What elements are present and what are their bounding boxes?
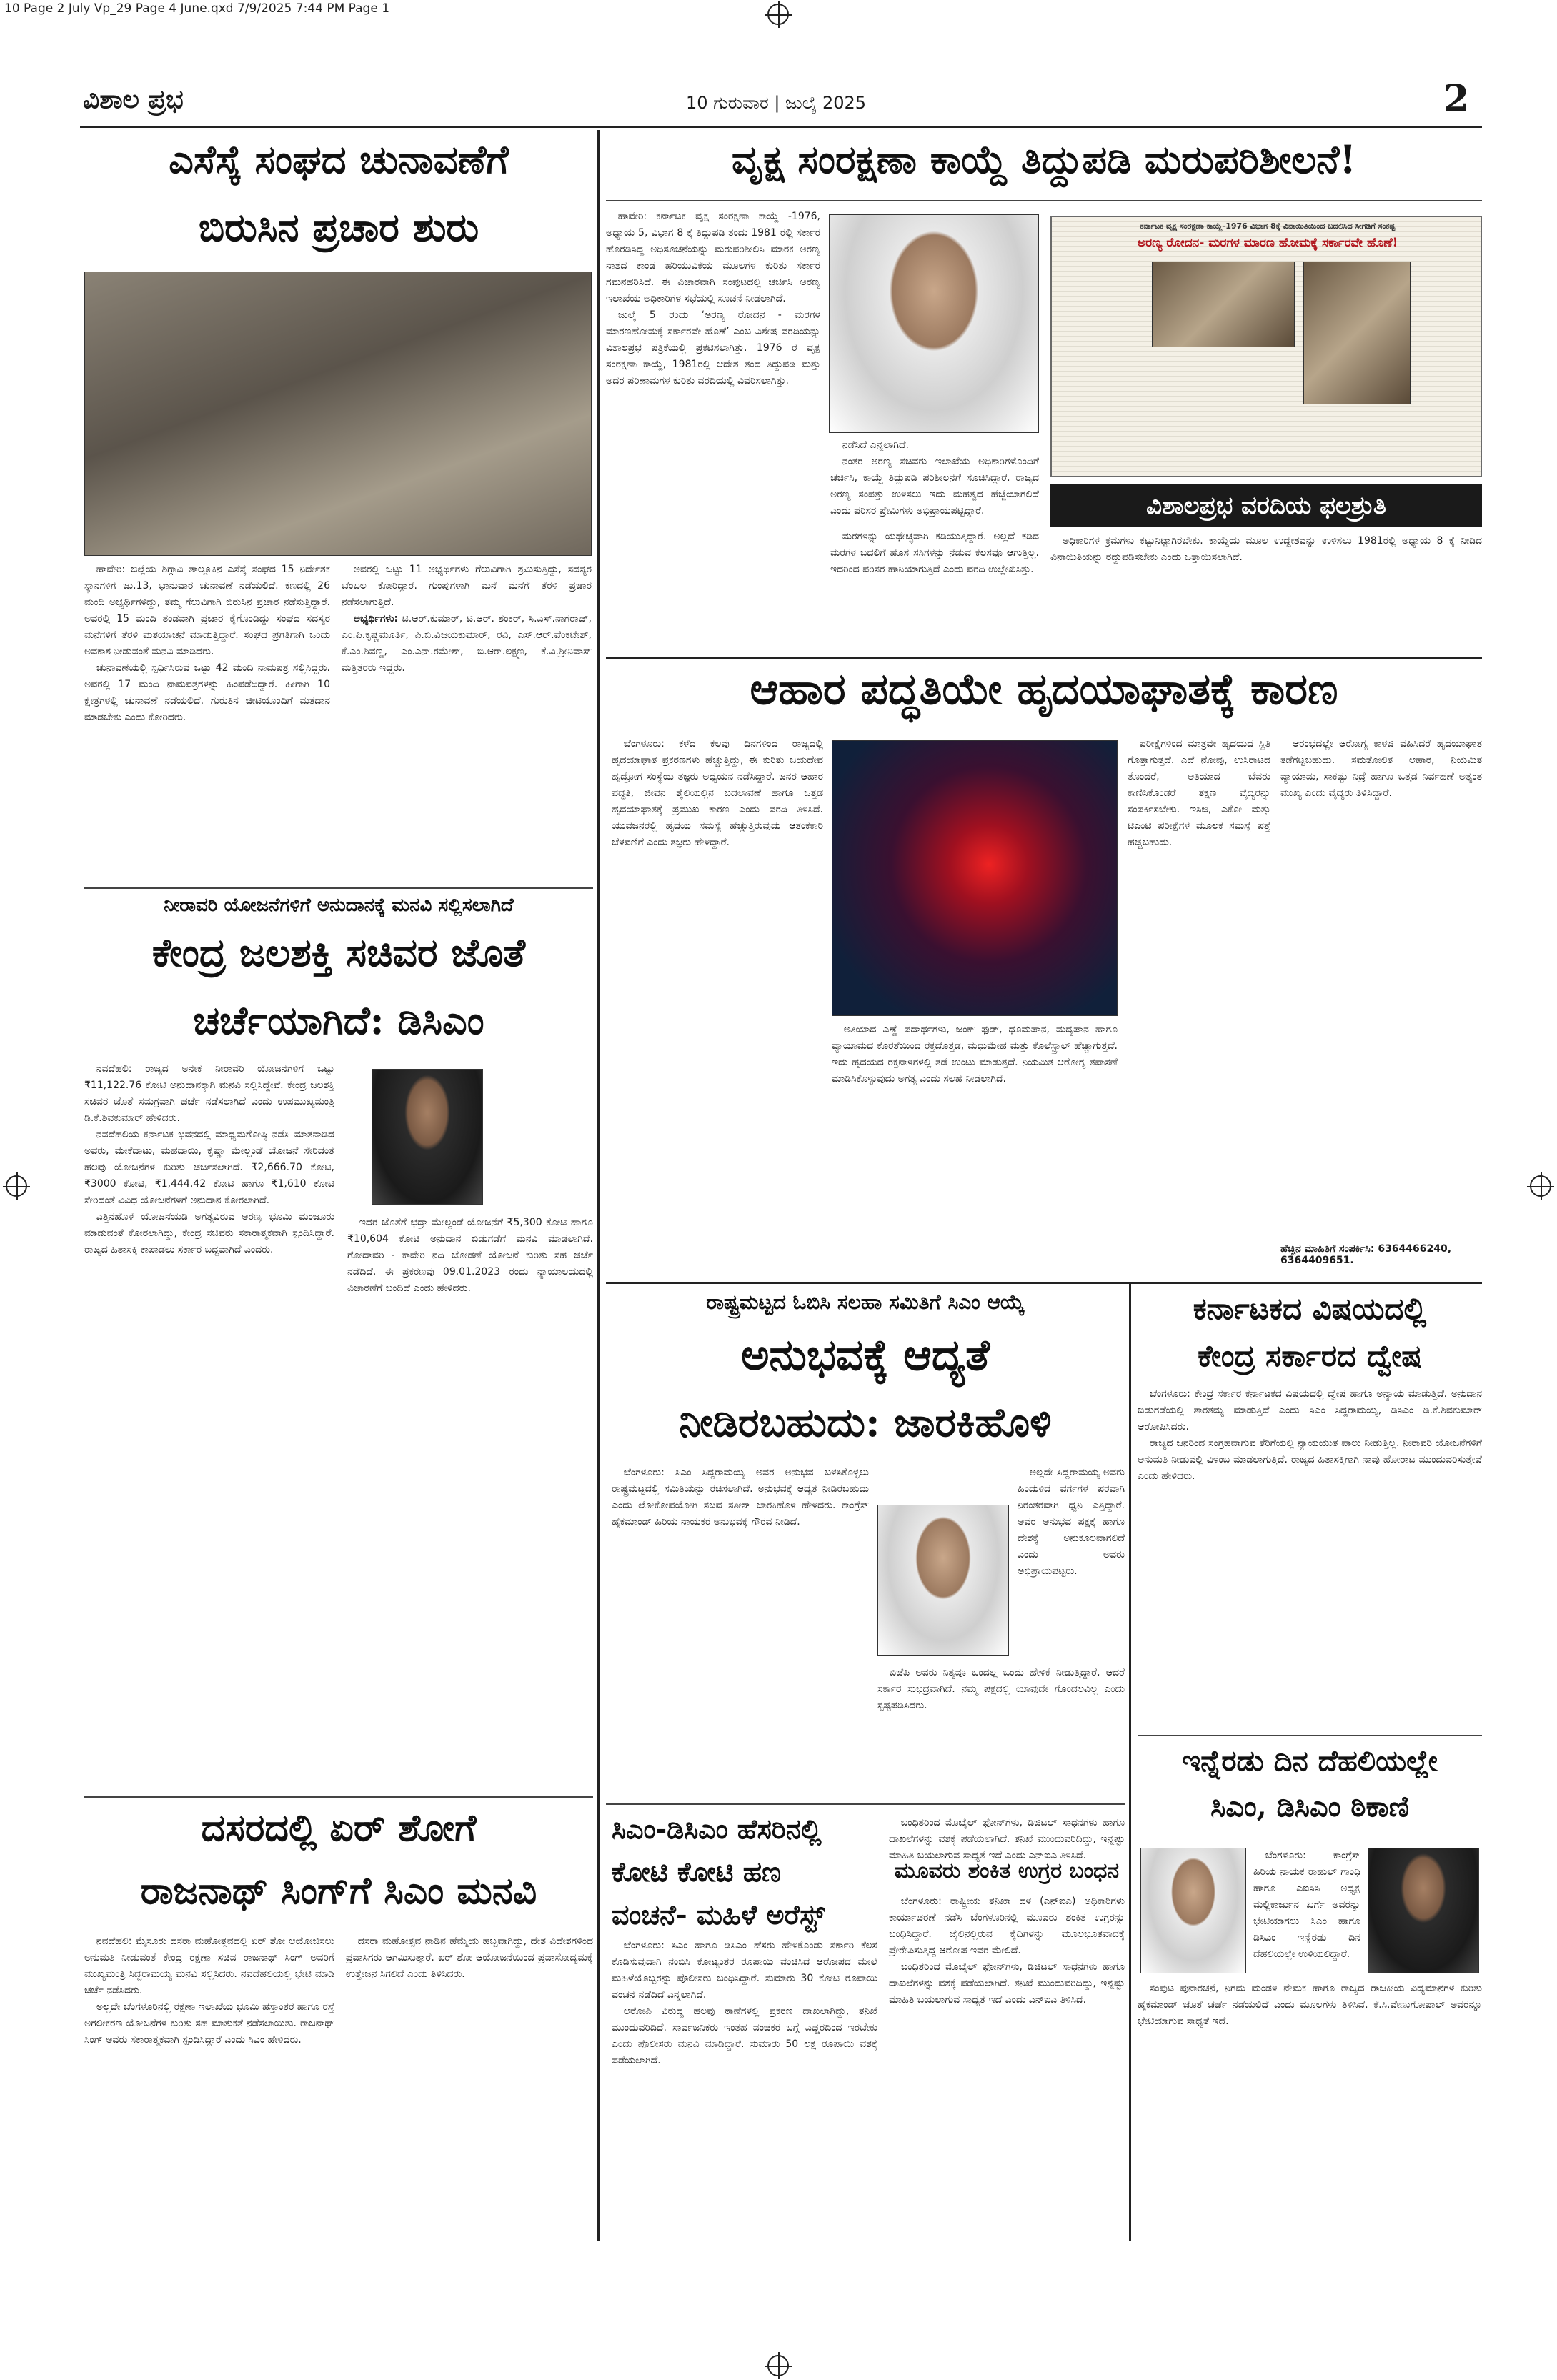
headline-scst-1: ಎಸೆಸ್ಕೆ ಸಂಘದ ಚುನಾವಣೆಗೆ [169, 136, 509, 182]
masthead: ವಿಶಾಲ ಪ್ರಭ [83, 84, 184, 114]
headline-centre-1: ಕರ್ನಾಟಕದ ವಿಷಯದಲ್ಲಿ [1193, 1291, 1427, 1326]
article-body: ಅಲ್ಲದೇ ಸಿದ್ದರಾಮಯ್ಯ ಅವರು ಹಿಂದುಳಿದ ವರ್ಗಗಳ ಪರವಾಗಿ ನಿರಂತರವಾಗಿ ಧ್ವನಿ ಎತ್ತಿದ್ದಾರೆ. ಅವರ ಅನುಭವ ಪಕ್ಷಕ್ಕೆ ಹಾಗೂ ದೇಶಕ್ಕೆ ಅನುಕೂಲವಾಗಲಿದೆ ಎಂದು ಅವರು ಅಭಿಪ್ರಾಯಪಟ್ಟರು. [1018, 1467, 1125, 1577]
headline-dasara-2: ರಾಜನಾಥ್ ಸಿಂಗ್‌ಗೆ ಸಿಎಂ ಮನವಿ [140, 1869, 537, 1913]
registration-mark-icon [767, 4, 789, 25]
article-body: ಬಿಜೆಪಿ ಅವರು ನಿತ್ಯವೂ ಒಂದಲ್ಲ ಒಂದು ಹೇಳಿಕೆ ನೀಡುತ್ತಿದ್ದಾರೆ. ಆದರೆ ಸರ್ಕಾರ ಸುಭದ್ರವಾಗಿದೆ. ನಮ್ಮ ಪಕ್ಷದಲ್ಲಿ ಯಾವುದೇ ಗೊಂದಲವಿಲ್ಲ ಎಂದು ಸ್ಪಷ್ಟಪಡಿಸಿದರು. [877, 1667, 1125, 1711]
headline-arrest: ಮೂವರು ಶಂಕಿತ ಉಗ್ರರ ಬಂಧನ [894, 1858, 1120, 1883]
clipping-kicker: ಕರ್ನಾಟಕ ವೃಕ್ಷ ಸಂರಕ್ಷಣಾ ಕಾಯ್ದೆ-1976 ವಿಭಾಗ 8ಕ್ಕೆ ವಿನಾಯಿತಿಯಿಂದ ಬದಲಿಸಿದ ಸೀಗಡಿಗೆ ಸಂಕಷ್ಟ [1140, 221, 1396, 231]
registration-mark-icon [6, 1175, 27, 1197]
headline-delhi-1: ಇನ್ನೆರಡು ದಿನ ದೆಹಲಿಯಲ್ಲೇ [1182, 1744, 1438, 1778]
headline-jal-1: ಕೇಂದ್ರ ಜಲಶಕ್ತಿ ಸಚಿವರ ಜೊತೆ [151, 930, 526, 975]
result-banner: ವಿಶಾಲಪ್ರಭ ವರದಿಯ ಫಲಶ್ರುತಿ [1050, 484, 1482, 527]
headline-obc-2: ನೀಡಿರಬಹುದು: ಜಾರಕಿಹೊಳಿ [679, 1399, 1052, 1446]
headline-scst-2: ಬಿರುಸಿನ ಪ್ರಚಾರ ಶುರು [198, 204, 479, 250]
headline-delhi-2: ಸಿಎಂ, ಡಿಸಿಎಂ ಠಿಕಾಣಿ [1210, 1790, 1409, 1823]
headline-fraud-2: ಕೋಟಿ ಕೋಟಿ ಹಣ [612, 1856, 781, 1888]
article-body: ನಡೆಸಿದೆ ಎನ್ನಲಾಗಿದೆ. ನಂತರ ಅರಣ್ಯ ಸಚಿವರು ಇಲಾಖೆಯ ಅಧಿಕಾರಿಗಳೊಂದಿಗೆ ಚರ್ಚಿಸಿ, ಕಾಯ್ದೆ ತಿದ್ದುಪಡಿ ಪರಿಶೀಲನೆಗೆ ಸೂಚಿಸಿದ್ದಾರೆ. ರಾಜ್ಯದ ಅರಣ್ಯ ಸಂಪತ್ತು ಉಳಿಸಲು ಇದು ಮಹತ್ವದ ಹೆಜ್ಜೆಯಾಗಲಿದೆ ಎಂದು ಪರಿಸರ ಪ್ರೇಮಿಗಳು ಅಭಿಪ್ರಾಯಪಟ್ಟಿದ್ದಾರೆ. [830, 439, 1039, 517]
portrait-photo [829, 214, 1039, 433]
kicker-jal: ನೀರಾವರಿ ಯೋಜನೆಗಳಿಗೆ ಅನುದಾನಕ್ಕೆ ಮನವಿ ಸಲ್ಲಿಸಲಾಗಿದೆ [164, 895, 514, 916]
article-body: ಬಂಧಿತರಿಂದ ಮೊಬೈಲ್ ಫೋನ್‌ಗಳು, ಡಿಜಿಟಲ್ ಸಾಧನಗಳು ಹಾಗೂ ದಾಖಲೆಗಳನ್ನು ವಶಕ್ಕೆ ಪಡೆಯಲಾಗಿದೆ. ತನಿಖೆ ಮುಂದುವರಿದಿದ್ದು, ಇನ್ನಷ್ಟು ಮಾಹಿತಿ ಬಯಲಾಗುವ ಸಾಧ್ಯತೆ ಇದೆ ಎಂದು ಎನ್‌ಐಎ ತಿಳಿಸಿದೆ. [889, 1817, 1125, 1861]
column-rule [1129, 1284, 1131, 2241]
headline-fraud-3: ವಂಚನೆ- ಮಹಿಳೆ ಅರೆಸ್ಟ್ [612, 1898, 825, 1931]
article-body: ಬೆಂಗಳೂರು: ಕಾಂಗ್ರೆಸ್ ಹಿರಿಯ ನಾಯಕ ರಾಹುಲ್ ಗಾಂಧಿ ಹಾಗೂ ಎಐಸಿಸಿ ಅಧ್ಯಕ್ಷ ಮಲ್ಲಿಕಾರ್ಜುನ ಖರ್ಗೆ ಅವರನ್ನು ಭೇಟಿಯಾಗಲು ಸಿಎಂ ಹಾಗೂ ಡಿಸಿಎಂ ಇನ್ನೆರಡು ದಿನ ದೆಹಲಿಯಲ್ಲೇ ಉಳಿಯಲಿದ್ದಾರೆ. [1253, 1850, 1360, 1960]
article-body: ಸಂಪುಟ ಪುನಾರಚನೆ, ನಿಗಮ ಮಂಡಳಿ ನೇಮಕ ಹಾಗೂ ರಾಜ್ಯದ ರಾಜಕೀಯ ವಿದ್ಯಮಾನಗಳ ಕುರಿತು ಹೈಕಮಾಂಡ್ ಜೊತೆ ಚರ್ಚೆ ನಡೆಯಲಿದೆ ಎಂದು ಮೂಲಗಳು ತಿಳಿಸಿವೆ. ಕೆ.ಸಿ.ವೇಣುಗೋಪಾಲ್ ಅವರನ್ನೂ ಭೇಟಿಯಾಗುವ ಸಾಧ್ಯತೆ ಇದೆ. [1138, 1983, 1482, 2027]
article-body: ಹಾವೇರಿ: ಕರ್ನಾಟಕ ವೃಕ್ಷ ಸಂರಕ್ಷಣಾ ಕಾಯ್ದೆ -1976, ಅಧ್ಯಾಯ 5, ವಿಭಾಗ 8 ಕ್ಕೆ ತಿದ್ದುಪಡಿ ತಂದು 1981 ರಲ್ಲಿ ಸರ್ಕಾರ ಹೊರಡಿಸಿದ್ದ ಅಧಿಸೂಚನೆಯನ್ನು ಮರುಪರಿಶೀಲಿಸಿ ಮಾರಕ ಅರಣ್ಯ ನಾಶದ ಕಾಂಡ ಹರಿಯುವಿಕೆಯ ಮೂಲಗಳ ಕುರಿತು ಸರ್ಕಾರ ಗಮನಹರಿಸಿದೆ. ಈ ವಿಚಾರವಾಗಿ ಸಂಪುಟದಲ್ಲಿ ಚರ್ಚಿಸಿ ಅರಣ್ಯ ಇಲಾಖೆಯ ಅಧಿಕಾರಿಗಳ ಸಭೆಯಲ್ಲಿ ಸೂಚನೆ ನೀಡಲಾಗಿದೆ. ಜುಲೈ 5 ರಂದು ‘ಅರಣ್ಯ ರೋದನ - ಮರಗಳ ಮಾರಣಹೋಮಕ್ಕೆ ಸರ್ಕಾರವೇ ಹೊಣೆ’ ಎಂಬ ವಿಶೇಷ ವರದಿಯನ್ನು ವಿಶಾಲಪ್ರಭ ಪತ್ರಿಕೆಯಲ್ಲಿ ಪ್ರಕಟಿಸಲಾಗಿತ್ತು. 1976 ರ ವೃಕ್ಷ ಸಂರಕ್ಷಣಾ ಕಾಯ್ದೆ, 1981ರಲ್ಲಿ ಆದೇಶ ತಂದ ತಿದ್ದುಪಡಿ ಮತ್ತು ಅದರ ಪರಿಣಾಮಗಳ ಕುರಿತು ವರದಿಯಲ್ಲಿ ವಿವರಿಸಲಾಗಿತ್ತು. [606, 211, 820, 387]
article-body: ಇದರ ಜೊತೆಗೆ ಭದ್ರಾ ಮೇಲ್ದಂಡೆ ಯೋಜನೆಗೆ ₹5,300 ಕೋಟಿ ಹಾಗೂ ₹10,604 ಕೋಟಿ ಅನುದಾನ ಬಿಡುಗಡೆಗೆ ಮನವಿ ಮಾಡಲಾಗಿದೆ. ಗೋದಾವರಿ - ಕಾವೇರಿ ನದಿ ಜೋಡಣೆ ಯೋಜನೆ ಕುರಿತು ಸಹ ಚರ್ಚೆ ನಡೆದಿದೆ. ಈ ಪ್ರಕರಣವು 09.01.2023 ರಂದು ನ್ಯಾಯಾಲಯದಲ್ಲಿ ವಿಚಾರಣೆಗೆ ಬಂದಿದೆ ಎಂದು ಹೇಳಿದರು. [347, 1217, 593, 1294]
headline-fraud-1: ಸಿಎಂ-ಡಿಸಿಎಂ ಹೆಸರಿನಲ್ಲಿ [612, 1813, 822, 1845]
article-body: ಬೆಂಗಳೂರು: ಸಿಎಂ ಹಾಗೂ ಡಿಸಿಎಂ ಹೆಸರು ಹೇಳಿಕೊಂಡು ಸರ್ಕಾರಿ ಕೆಲಸ ಕೊಡಿಸುವುದಾಗಿ ನಂಬಿಸಿ ಕೋಟ್ಯಂತರ ರೂಪಾಯಿ ವಂಚಿಸಿದ ಆರೋಪದ ಮೇಲೆ ಮಹಿಳೆಯೊಬ್ಬರನ್ನು ಪೊಲೀಸರು ಬಂಧಿಸಿದ್ದಾರೆ. ಸುಮಾರು 30 ಕೋಟಿ ರೂಪಾಯಿ ವಂಚನೆ ನಡೆದಿದೆ ಎನ್ನಲಾಗಿದೆ. ಆರೋಪಿ ವಿರುದ್ಧ ಹಲವು ಠಾಣೆಗಳಲ್ಲಿ ಪ್ರಕರಣ ದಾಖಲಾಗಿದ್ದು, ತನಿಖೆ ಮುಂದುವರಿದಿದೆ. ಸಾರ್ವಜನಿಕರು ಇಂತಹ ವಂಚಕರ ಬಗ್ಗೆ ಎಚ್ಚರದಿಂದ ಇರಬೇಕು ಎಂದು ಪೊಲೀಸರು ಮನವಿ ಮಾಡಿದ್ದಾರೆ. ಸುಮಾರು 50 ಲಕ್ಷ ರೂಪಾಯಿ ವಶಕ್ಕೆ ಪಡೆಯಲಾಗಿದೆ. [612, 1940, 877, 2066]
dcm-portrait-photo [372, 1069, 483, 1205]
article-body: ಪರೀಕ್ಷೆಗಳಿಂದ ಮಾತ್ರವೇ ಹೃದಯದ ಸ್ಥಿತಿ ಗೊತ್ತಾಗುತ್ತದೆ. ಎದೆ ನೋವು, ಉಸಿರಾಟದ ತೊಂದರೆ, ಅತಿಯಾದ ಬೆವರು ಕಾಣಿಸಿಕೊಂಡರೆ ತಕ್ಷಣ ವೈದ್ಯರನ್ನು ಸಂಪರ್ಕಿಸಬೇಕು. ಇಸಿಜಿ, ಎಕೋ ಮತ್ತು ಟಿಎಂಟಿ ಪರೀಕ್ಷೆಗಳ ಮೂಲಕ ಸಮಸ್ಯೆ ಪತ್ತೆ ಹಚ್ಚಬಹುದು. [1128, 738, 1270, 848]
clipping-headline: ಅರಣ್ಯ ರೋದನ- ಮರಗಳ ಮಾರಣ ಹೋಮಕ್ಕೆ ಸರ್ಕಾರವೇ ಹೊಣೆ! [1137, 236, 1398, 250]
header-rule [80, 126, 1482, 128]
headline-tree: ವೃಕ್ಷ ಸಂರಕ್ಷಣಾ ಕಾಯ್ದೆ ತಿದ್ದುಪಡಿ ಮರುಪರಿಶೀಲನೆ! [731, 136, 1357, 182]
article-body: ಬೆಂಗಳೂರು: ಕಳೆದ ಕೆಲವು ದಿನಗಳಿಂದ ರಾಜ್ಯದಲ್ಲಿ ಹೃದಯಾಘಾತ ಪ್ರಕರಣಗಳು ಹೆಚ್ಚುತ್ತಿದ್ದು, ಈ ಕುರಿತು ಜಯದೇವ ಹೃದ್ರೋಗ ಸಂಸ್ಥೆಯ ತಜ್ಞರು ಅಧ್ಯಯನ ನಡೆಸಿದ್ದಾರೆ. ಜನರ ಆಹಾರ ಪದ್ಧತಿ, ಜೀವನ ಶೈಲಿಯಲ್ಲಿನ ಬದಲಾವಣೆ ಹಾಗೂ ಒತ್ತಡ ಹೃದಯಾಘಾತಕ್ಕೆ ಪ್ರಮುಖ ಕಾರಣ ಎಂದು ವರದಿ ತಿಳಿಸಿದೆ. ಯುವಜನರಲ್ಲಿ ಹೃದಯ ಸಮಸ್ಯೆ ಹೆಚ್ಚುತ್ತಿರುವುದು ಆತಂಕಕಾರಿ ಬೆಳವಣಿಗೆ ಎಂದು ತಜ್ಞರು ಹೇಳಿದ್ದಾರೆ. [612, 738, 823, 848]
headline-heart: ಆಹಾರ ಪದ್ಧತಿಯೇ ಹೃದಯಾಘಾತಕ್ಕೆ ಕಾರಣ [750, 664, 1338, 715]
article-body: ನವದೆಹಲಿ: ಮೈಸೂರು ದಸರಾ ಮಹೋತ್ಸವದಲ್ಲಿ ಏರ್ ಶೋ ಆಯೋಜಿಸಲು ಅನುಮತಿ ನೀಡುವಂತೆ ಕೇಂದ್ರ ರಕ್ಷಣಾ ಸಚಿವ ರಾಜನಾಥ್ ಸಿಂಗ್ ಅವರಿಗೆ ಮುಖ್ಯಮಂತ್ರಿ ಸಿದ್ದರಾಮಯ್ಯ ಮನವಿ ಸಲ್ಲಿಸಿದರು. ನವದೆಹಲಿಯಲ್ಲಿ ಭೇಟಿ ಮಾಡಿ ಚರ್ಚೆ ನಡೆಸಿದರು. ಅಲ್ಲದೇ ಬೆಂಗಳೂರಿನಲ್ಲಿ ರಕ್ಷಣಾ ಇಲಾಖೆಯ ಭೂಮಿ ಹಸ್ತಾಂತರ ಹಾಗೂ ರಸ್ತೆ ಅಗಲೀಕರಣ ಯೋಜನೆಗಳ ಕುರಿತು ಸಹ ಮಾತುಕತೆ ನಡೆಸಲಾಯಿತು. ರಾಜನಾಥ್ ಸಿಂಗ್ ಅವರು ಸಕಾರಾತ್ಮಕವಾಗಿ ಸ್ಪಂದಿಸಿದ್ದಾರೆ ಎಂದು ಸಿಎಂ ಹೇಳಿದರು. [84, 1936, 334, 2046]
page-number: 2 [1443, 77, 1470, 121]
headline-dasara-1: ದಸರದಲ್ಲಿ ಏರ್ ಶೋಗೆ [201, 1806, 477, 1850]
article-body: ಬೆಂಗಳೂರು: ಸಿಎಂ ಸಿದ್ದರಾಮಯ್ಯ ಅವರ ಅನುಭವ ಬಳಸಿಕೊಳ್ಳಲು ರಾಷ್ಟ್ರಮಟ್ಟದಲ್ಲಿ ಸಮಿತಿಯನ್ನು ರಚಿಸಲಾಗಿದೆ. ಅನುಭವಕ್ಕೆ ಆದ್ಯತೆ ನೀಡಿರಬಹುದು ಎಂದು ಲೋಕೋಪಯೋಗಿ ಸಚಿವ ಸತೀಶ್ ಜಾರಕಿಹೊಳಿ ಹೇಳಿದರು. ಕಾಂಗ್ರೆಸ್ ಹೈಕಮಾಂಡ್ ಹಿರಿಯ ನಾಯಕರ ಅನುಭವಕ್ಕೆ ಗೌರವ ನೀಡಿದೆ. [612, 1467, 869, 1528]
article-body: ಅತಿಯಾದ ಎಣ್ಣೆ ಪದಾರ್ಥಗಳು, ಜಂಕ್ ಫುಡ್, ಧೂಮಪಾನ, ಮದ್ಯಪಾನ ಹಾಗೂ ವ್ಯಾಯಾಮದ ಕೊರತೆಯಿಂದ ರಕ್ತದೊತ್ತಡ, ಮಧುಮೇಹ ಮತ್ತು ಕೊಲೆಸ್ಟ್ರಾಲ್ ಹೆಚ್ಚಾಗುತ್ತದೆ. ಇದು ಹೃದಯದ ರಕ್ತನಾಳಗಳಲ್ಲಿ ತಡೆ ಉಂಟು ಮಾಡುತ್ತದೆ. ನಿಯಮಿತ ಆರೋಗ್ಯ ತಪಾಸಣೆ ಮಾಡಿಸಿಕೊಳ್ಳುವುದು ಅಗತ್ಯ ಎಂದು ಸಲಹೆ ನೀಡಲಾಗಿದೆ. [832, 1024, 1118, 1085]
dcm-portrait-photo [1368, 1848, 1479, 1973]
cm-portrait-photo [1140, 1848, 1246, 1973]
kicker-obc: ರಾಷ್ಟ್ರಮಟ್ಟದ ಓಬಿಸಿ ಸಲಹಾ ಸಮಿತಿಗೆ ಸಿಎಂ ಆಯ್ಕೆ [706, 1290, 1025, 1314]
article-body: ಅಧಿಕಾರಿಗಳ ಕ್ರಮಗಳು ಕಟ್ಟುನಿಟ್ಟಾಗಿರಬೇಕು. ಕಾಯ್ದೆಯ ಮೂಲ ಉದ್ದೇಶವನ್ನು ಉಳಿಸಲು 1981ರಲ್ಲಿ ಅಧ್ಯಾಯ 8 ಕ್ಕೆ ನೀಡಿದ ವಿನಾಯಿತಿಯನ್ನು ರದ್ದುಪಡಿಸಬೇಕು ಎಂದು ಒತ್ತಾಯಿಸಲಾಗಿದೆ. [1050, 535, 1482, 563]
group-photo [84, 272, 592, 556]
jarkiholi-portrait-photo [877, 1505, 1009, 1656]
article-body: ಆರಂಭದಲ್ಲೇ ಆರೋಗ್ಯ ಕಾಳಜಿ ವಹಿಸಿದರೆ ಹೃದಯಾಘಾತ ತಡೆಗಟ್ಟಬಹುದು. ಸಮತೋಲಿತ ಆಹಾರ, ನಿಯಮಿತ ವ್ಯಾಯಾಮ, ಸಾಕಷ್ಟು ನಿದ್ರೆ ಹಾಗೂ ಒತ್ತಡ ನಿರ್ವಹಣೆ ಅತ್ಯಂತ ಮುಖ್ಯ ಎಂದು ವೈದ್ಯರು ತಿಳಿಸಿದ್ದಾರೆ. [1280, 738, 1482, 799]
contact-numbers: ಹೆಚ್ಚಿನ ಮಾಹಿತಿಗೆ ಸಂಪರ್ಕಿಸಿ: 6364466240, 6364409651. [1280, 1243, 1452, 1266]
article-body: ಬೆಂಗಳೂರು: ಕೇಂದ್ರ ಸರ್ಕಾರ ಕರ್ನಾಟಕದ ವಿಷಯದಲ್ಲಿ ದ್ವೇಷ ಹಾಗೂ ಅನ್ಯಾಯ ಮಾಡುತ್ತಿದೆ. ಅನುದಾನ ಬಿಡುಗಡೆಯಲ್ಲಿ ತಾರತಮ್ಯ ಮಾಡುತ್ತಿದೆ ಎಂದು ಸಿಎಂ ಸಿದ್ದರಾಮಯ್ಯ, ಡಿಸಿಎಂ ಡಿ.ಕೆ.ಶಿವಕುಮಾರ್ ಆರೋಪಿಸಿದರು. ರಾಜ್ಯದ ಜನರಿಂದ ಸಂಗ್ರಹವಾಗುವ ತೆರಿಗೆಯಲ್ಲಿ ನ್ಯಾಯಯುತ ಪಾಲು ನೀಡುತ್ತಿಲ್ಲ. ನೀರಾವರಿ ಯೋಜನೆಗಳಿಗೆ ಅನುಮತಿ ನೀಡುವಲ್ಲಿ ವಿಳಂಬ ಮಾಡಲಾಗುತ್ತಿದೆ. ರಾಜ್ಯದ ಹಿತಾಸಕ್ತಿಗಾಗಿ ನಾವು ಹೋರಾಟ ಮುಂದುವರಿಸುತ್ತೇವೆ ಎಂದು ಹೇಳಿದರು. [1138, 1388, 1482, 1482]
article-body: ಬೆಂಗಳೂರು: ರಾಷ್ಟ್ರೀಯ ತನಿಖಾ ದಳ (ಎನ್‌ಐಎ) ಅಧಿಕಾರಿಗಳು ಕಾರ್ಯಾಚರಣೆ ನಡೆಸಿ ಬೆಂಗಳೂರಿನಲ್ಲಿ ಮೂವರು ಶಂಕಿತ ಉಗ್ರರನ್ನು ಬಂಧಿಸಿದ್ದಾರೆ. ಜೈಲಿನಲ್ಲಿರುವ ಕೈದಿಗಳನ್ನು ಮೂಲಭೂತವಾದಕ್ಕೆ ಪ್ರೇರೇಪಿಸುತ್ತಿದ್ದ ಆರೋಪ ಇವರ ಮೇಲಿದೆ. ಬಂಧಿತರಿಂದ ಮೊಬೈಲ್ ಫೋನ್‌ಗಳು, ಡಿಜಿಟಲ್ ಸಾಧನಗಳು ಹಾಗೂ ದಾಖಲೆಗಳನ್ನು ವಶಕ್ಕೆ ಪಡೆಯಲಾಗಿದೆ. ತನಿಖೆ ಮುಂದುವರಿದಿದ್ದು, ಇನ್ನಷ್ಟು ಮಾಹಿತಿ ಬಯಲಾಗುವ ಸಾಧ್ಯತೆ ಇದೆ ಎಂದು ಎನ್‌ಐಎ ತಿಳಿಸಿದೆ. [889, 1896, 1125, 2006]
registration-mark-icon [767, 2355, 789, 2376]
article-body: ನವದೆಹಲಿ: ರಾಜ್ಯದ ಅನೇಕ ನೀರಾವರಿ ಯೋಜನೆಗಳಿಗೆ ಒಟ್ಟು ₹11,122.76 ಕೋಟಿ ಅನುದಾನಕ್ಕಾಗಿ ಮನವಿ ಸಲ್ಲಿಸಿದ್ದೇವೆ. ಕೇಂದ್ರ ಜಲಶಕ್ತಿ ಸಚಿವರ ಜೊತೆ ಸಮಗ್ರವಾಗಿ ಚರ್ಚೆ ನಡೆಸಲಾಗಿದೆ ಎಂದು ಉಪಮುಖ್ಯಮಂತ್ರಿ ಡಿ.ಕೆ.ಶಿವಕುಮಾರ್ ಹೇಳಿದರು. ನವದೆಹಲಿಯ ಕರ್ನಾಟಕ ಭವನದಲ್ಲಿ ಮಾಧ್ಯಮಗೋಷ್ಠಿ ನಡೆಸಿ ಮಾತನಾಡಿದ ಅವರು, ಮೇಕೆದಾಟು, ಮಹದಾಯಿ, ಕೃಷ್ಣಾ ಮೇಲ್ದಂಡೆ ಯೋಜನೆ ಸೇರಿದಂತೆ ಹಲವು ಯೋಜನೆಗಳ ಕುರಿತು ಚರ್ಚಿಸಲಾಗಿದೆ. ₹2,666.70 ಕೋಟಿ, ₹3000 ಕೋಟಿ, ₹1,444.42 ಕೋಟಿ ಹಾಗೂ ₹1,610 ಕೋಟಿ ಸೇರಿದಂತೆ ವಿವಿಧ ಯೋಜನೆಗಳಿಗೆ ಅನುದಾನ ಕೋರಲಾಗಿದೆ. ಎತ್ತಿನಹೊಳೆ ಯೋಜನೆಯಡಿ ಅಗತ್ಯವಿರುವ ಅರಣ್ಯ ಭೂಮಿ ಮಂಜೂರು ಮಾಡುವಂತೆ ಕೋರಲಾಗಿದ್ದು, ಕೇಂದ್ರ ಸಚಿವರು ಸಕಾರಾತ್ಮಕವಾಗಿ ಸ್ಪಂದಿಸಿದ್ದಾರೆ. ರಾಜ್ಯದ ಹಿತಾಸಕ್ತಿ ಕಾಪಾಡಲು ಸರ್ಕಾರ ಬದ್ಧವಾಗಿದೆ ಎಂದರು. [84, 1063, 334, 1255]
headline-obc-1: ಅನುಭವಕ್ಕೆ ಆದ್ಯತೆ [740, 1330, 990, 1380]
article-body: ಮರಗಳನ್ನು ಯಥೇಚ್ಛವಾಗಿ ಕಡಿಯುತ್ತಿದ್ದಾರೆ. ಅಲ್ಲದೆ ಕಡಿದ ಮರಗಳ ಬದಲಿಗೆ ಹೊಸ ಸಸಿಗಳನ್ನು ನೆಡುವ ಕೆಲಸವೂ ಆಗುತ್ತಿಲ್ಲ. ಇದರಿಂದ ಪರಿಸರ ಹಾನಿಯಾಗುತ್ತಿದೆ ಎಂದು ವರದಿ ಉಲ್ಲೇಖಿಸಿತ್ತು. [830, 531, 1039, 575]
heart-illustration [832, 740, 1118, 1016]
divider [84, 1796, 593, 1798]
printer-slug: 10 Page 2 July Vp_29 Page 4 June.qxd 7/9/2025 7:44 PM Page 1 [4, 1, 390, 16]
headline-jal-2: ಚರ್ಚೆಯಾಗಿದೆ: ಡಿಸಿಎಂ [193, 997, 484, 1043]
section-rule [606, 657, 1482, 659]
newspaper-clipping [1050, 216, 1482, 477]
divider [606, 200, 1482, 201]
divider [1138, 1735, 1482, 1736]
divider [606, 1803, 1125, 1805]
article-body: ಹಾವೇರಿ: ಜಿಲ್ಲೆಯ ಶಿಗ್ಗಾವಿ ತಾಲ್ಲೂಕಿನ ಎಸೆಸ್ಕೆ ಸಂಘದ 15 ನಿರ್ದೇಶಕ ಸ್ಥಾನಗಳಿಗೆ ಜು.13, ಭಾನುವಾರ ಚುನಾವಣೆ ನಡೆಯಲಿದೆ. ಕಣದಲ್ಲಿ 26 ಮಂದಿ ಅಭ್ಯರ್ಥಿಗಳಿದ್ದು, ತಮ್ಮ ಗೆಲುವಿಗಾಗಿ ಬಿರುಸಿನ ಪ್ರಚಾರ ನಡೆಸುತ್ತಿದ್ದಾರೆ. ಅವರಲ್ಲಿ 15 ಮಂದಿ ತಂಡವಾಗಿ ಪ್ರಚಾರ ಕೈಗೊಂಡಿದ್ದು ಸಂಘದ ಸದಸ್ಯರ ಮನೆಗಳಿಗೆ ತೆರಳಿ ಮತಯಾಚನೆ ಮಾಡುತ್ತಿದ್ದಾರೆ. ಸಂಘದ ಪ್ರಗತಿಗಾಗಿ ಒಂದು ಅವಕಾಶ ನೀಡುವಂತೆ ಮನವಿ ಮಾಡಿದರು. ಚುನಾವಣೆಯಲ್ಲಿ ಸ್ಪರ್ಧಿಸಿರುವ ಒಟ್ಟು 42 ಮಂದಿ ನಾಮಪತ್ರ ಸಲ್ಲಿಸಿದ್ದರು. ಅವರಲ್ಲಿ 17 ಮಂದಿ ನಾಮಪತ್ರಗಳನ್ನು ಹಿಂಪಡೆದಿದ್ದಾರೆ. ಹೀಗಾಗಿ 10 ಕ್ಷೇತ್ರಗಳಲ್ಲಿ ಚುನಾವಣೆ ನಡೆಯಲಿದೆ. ಗುರುತಿನ ಚೀಟಿಯೊಂದಿಗೆ ಮತದಾನ ಮಾಡಬೇಕು ಎಂದು ಕೋರಿದರು. [84, 564, 330, 723]
divider [84, 887, 593, 889]
column-rule [597, 130, 600, 2241]
headline-centre-2: ಕೇಂದ್ರ ಸರ್ಕಾರದ ದ್ವೇಷ [1198, 1338, 1422, 1373]
article-body: ದಸರಾ ಮಹೋತ್ಸವ ನಾಡಿನ ಹೆಮ್ಮೆಯ ಹಬ್ಬವಾಗಿದ್ದು, ದೇಶ ವಿದೇಶಗಳಿಂದ ಪ್ರವಾಸಿಗರು ಆಗಮಿಸುತ್ತಾರೆ. ಏರ್ ಶೋ ಆಯೋಜನೆಯಿಂದ ಪ್ರವಾಸೋದ್ಯಮಕ್ಕೆ ಉತ್ತೇಜನ ಸಿಗಲಿದೆ ಎಂದು ತಿಳಿಸಿದರು. [346, 1936, 593, 1980]
clipping-photo [1152, 262, 1295, 347]
section-rule [606, 1282, 1482, 1284]
clipping-photo [1303, 262, 1411, 404]
article-body: ಅವರಲ್ಲಿ ಒಟ್ಟು 11 ಅಭ್ಯರ್ಥಿಗಳು ಗೆಲುವಿಗಾಗಿ ಶ್ರಮಿಸುತ್ತಿದ್ದು, ಸದಸ್ಯರ ಬೆಂಬಲ ಕೋರಿದ್ದಾರೆ. ಗುಂಪುಗಳಾಗಿ ಮನೆ ಮನೆಗೆ ತೆರಳಿ ಪ್ರಚಾರ ನಡೆಸಲಾಗುತ್ತಿದೆ. ಅಭ್ಯರ್ಥಿಗಳು: ಟಿ.ಆರ್.ಕುಮಾರ್, ಟಿ.ಆರ್. ಶಂಕರ್, ಸಿ.ಎಸ್.ನಾಗರಾಜ್, ಎಂ.ಪಿ.ಕೃಷ್ಣಮೂರ್ತಿ, ಪಿ.ಬಿ.ವಿಜಯಕುಮಾರ್, ರವಿ, ಎಸ್.ಆರ್.ವೆಂಕಟೇಶ್, ಕೆ.ಎಂ.ಶಿವಣ್ಣ, ಎಂ.ಎನ್.ರಮೇಶ್, ಬಿ.ಆರ್.ಲಕ್ಷ್ಮಣ, ಕೆ.ವಿ.ಶ್ರೀನಿವಾಸ್ ಮತ್ತಿತರರು ಇದ್ದರು. [342, 564, 592, 674]
dateline: 10 ಗುರುವಾರ | ಜುಲೈ 2025 [686, 93, 867, 113]
registration-mark-icon [1530, 1175, 1551, 1197]
